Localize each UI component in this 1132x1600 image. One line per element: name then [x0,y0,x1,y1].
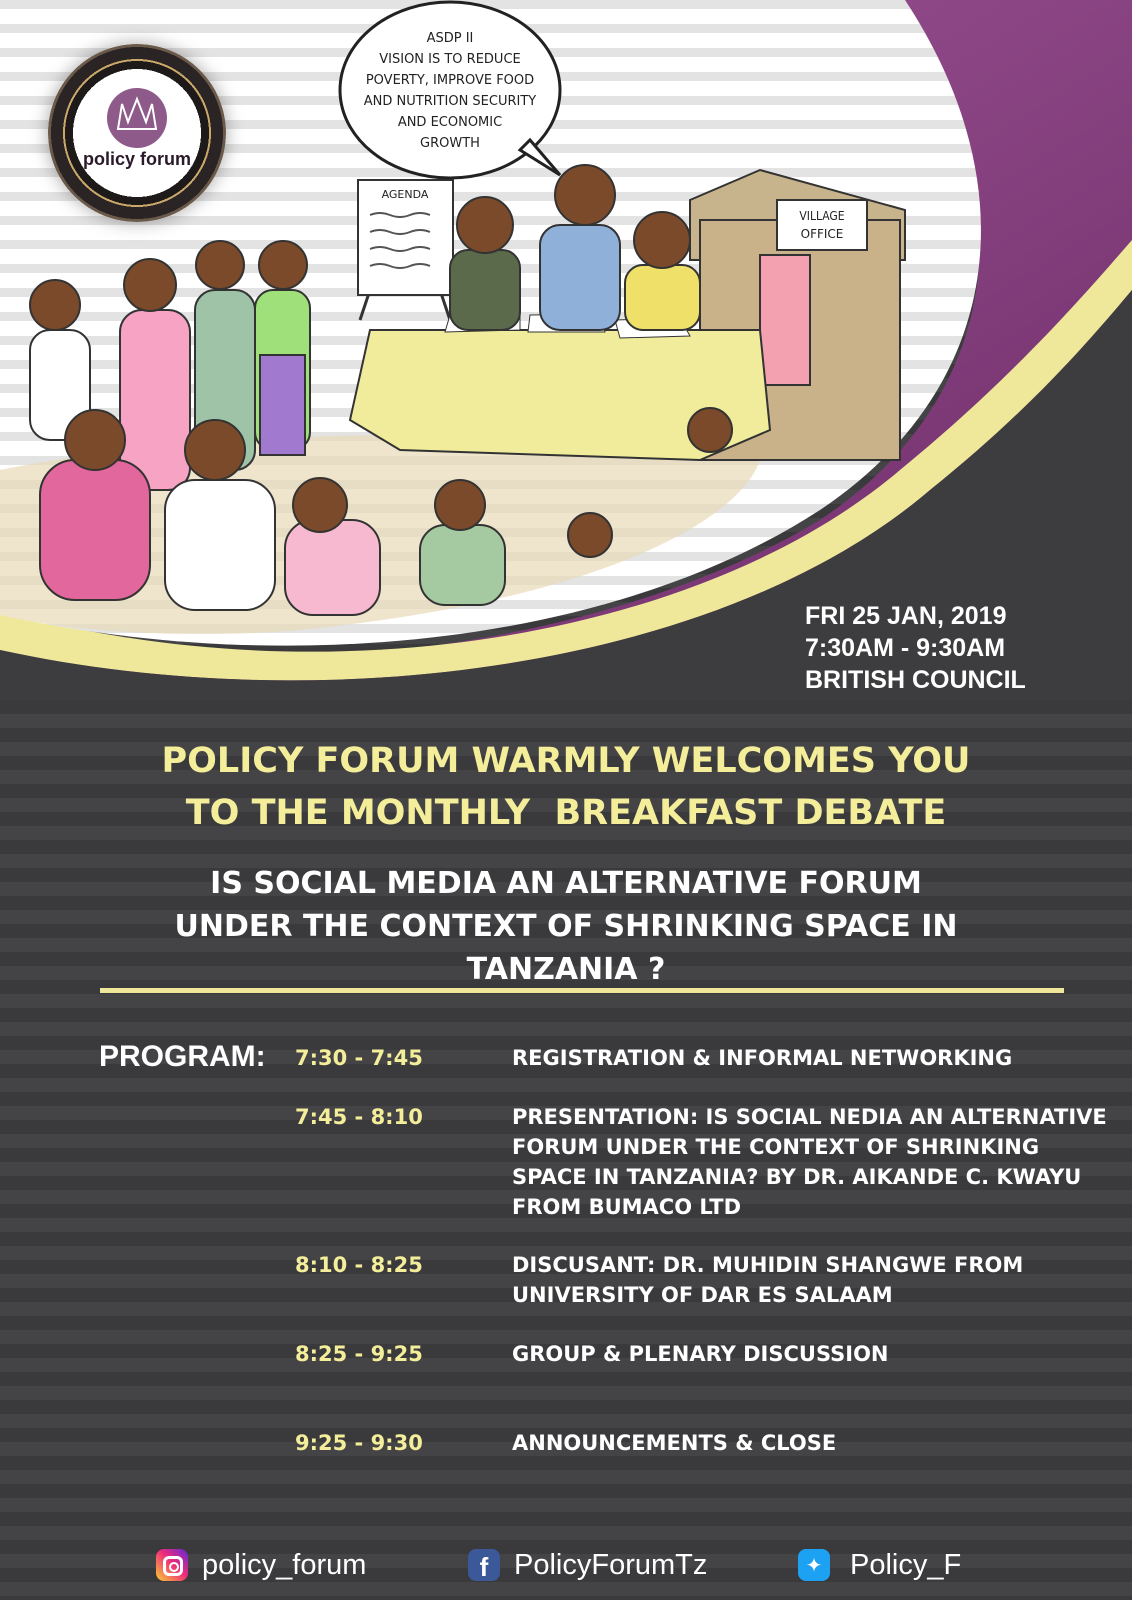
instagram-icon [156,1549,188,1581]
svg-text:POVERTY, IMPROVE FOOD: POVERTY, IMPROVE FOOD [365,73,535,88]
program-description: ANNOUNCEMENTS & CLOSE [512,1431,837,1455]
program-time: 8:10 - 8:25 [295,1253,423,1277]
svg-text:AGENDA: AGENDA [381,188,429,201]
facebook-link[interactable] [468,1545,707,1585]
policy-forum-logo [48,44,226,222]
event-date: FRI 25 JAN, 2019 [805,602,1007,630]
question-line-3: TANZANIA ? [466,952,666,987]
program-description: GROUP & PLENARY DISCUSSION [512,1342,889,1366]
speech-bubble [340,2,560,178]
program-time: 7:45 - 8:10 [295,1105,423,1129]
program-time: 8:25 - 9:25 [295,1342,423,1366]
event-info [805,600,1026,696]
program-time: 7:30 - 7:45 [295,1046,423,1070]
event-venue: BRITISH COUNCIL [805,666,1026,694]
program-label: PROGRAM: [99,1040,266,1073]
program-description: REGISTRATION & INFORMAL NETWORKING [512,1046,1013,1070]
twitter-icon: ✦ [798,1549,830,1581]
question-line-2: UNDER THE CONTEXT OF SHRINKING SPACE IN [174,909,958,944]
program-time: 9:25 - 9:30 [295,1431,423,1455]
svg-text:GROWTH: GROWTH [420,136,480,151]
program-description: PRESENTATION: IS SOCIAL NEDIA AN ALTERNATIVE FORUM UNDER THE CONTEXT OF SHRINKING SPACE IN TANZANIA? BY DR. AIKANDE C. KWAYU FROM BUMACO LTD [512,1105,1107,1219]
svg-text:ASDP II: ASDP II [426,31,474,46]
twitter-handle: Policy_F [850,1548,962,1581]
program-description: DISCUSANT: DR. MUHIDIN SHANGWE FROM UNIVERSITY OF DAR ES SALAAM [512,1253,1024,1307]
headline-line-2: TO THE MONTHLY BREAKFAST DEBATE [185,793,947,833]
twitter-link[interactable] [798,1545,961,1585]
instagram-handle: policy_forum [202,1548,367,1581]
svg-text:VILLAGE: VILLAGE [799,209,845,223]
facebook-icon: f [468,1549,500,1581]
question-line-1: IS SOCIAL MEDIA AN ALTERNATIVE FORUM [210,866,922,901]
crown-icon [48,44,226,222]
headline [60,735,1072,839]
svg-text:VISION IS TO REDUCE: VISION IS TO REDUCE [379,52,521,67]
headline-line-1: POLICY FORUM WARMLY WELCOMES YOU [161,741,971,781]
divider-line [100,988,1064,993]
svg-text:AND ECONOMIC: AND ECONOMIC [397,115,503,130]
debate-question [90,862,1042,991]
facebook-handle: PolicyForumTz [514,1548,708,1581]
svg-text:OFFICE: OFFICE [800,227,844,241]
logo-text: policy forum [82,149,191,169]
event-time: 7:30AM - 9:30AM [805,634,1006,662]
svg-text:AND NUTRITION SECURITY: AND NUTRITION SECURITY [363,94,537,109]
instagram-link[interactable] [156,1545,366,1585]
